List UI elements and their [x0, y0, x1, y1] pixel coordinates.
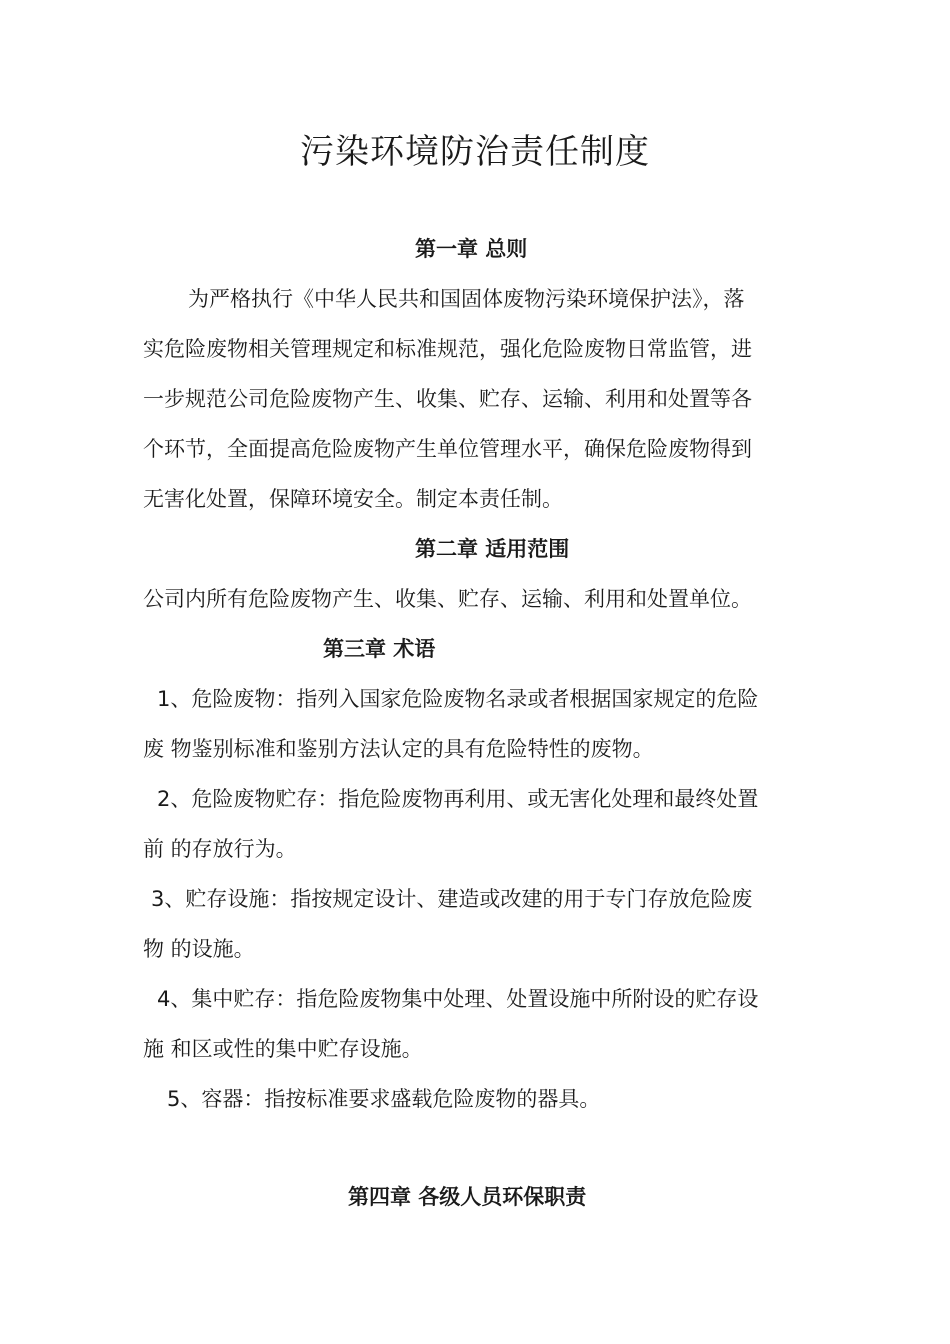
document-title: 污染环境防治责任制度 — [300, 132, 650, 172]
chapter-2-paragraph-line: 公司内所有危险废物产生、收集、贮存、运输、利用和处置单位。 — [143, 587, 752, 611]
term-3-line: 3、贮存设施：指按规定设计、建造或改建的用于专门存放危险废 — [151, 887, 753, 911]
chapter-1-paragraph-line: 实危险废物相关管理规定和标准规范，强化危险废物日常监管，进 — [143, 337, 752, 361]
chapter-3-heading: 第三章 术语 — [323, 637, 436, 661]
term-3-continuation: 物 的设施。 — [143, 937, 255, 961]
term-1-continuation: 废 物鉴别标准和鉴别方法认定的具有危险特性的废物。 — [143, 737, 654, 761]
chapter-1-heading: 第一章 总则 — [415, 237, 528, 261]
term-4-line: 4、集中贮存：指危险废物集中处理、处置设施中所附设的贮存设 — [157, 987, 759, 1011]
term-4-continuation: 施 和区或性的集中贮存设施。 — [143, 1037, 423, 1061]
chapter-4-heading: 第四章 各级人员环保职责 — [348, 1185, 587, 1209]
chapter-1-paragraph-line: 无害化处置，保障环境安全。制定本责任制。 — [143, 487, 563, 511]
chapter-2-heading: 第二章 适用范围 — [415, 537, 570, 561]
chapter-1-paragraph-line: 为严格执行《中华人民共和国固体废物污染环境保护法》，落 — [188, 287, 745, 311]
term-5-line: 5、容器：指按标准要求盛载危险废物的器具。 — [167, 1087, 601, 1111]
term-2-continuation: 前 的存放行为。 — [143, 837, 297, 861]
term-1-line: 1、危险废物：指列入国家危险废物名录或者根据国家规定的危险 — [157, 687, 759, 711]
chapter-1-paragraph-line: 一步规范公司危险废物产生、收集、贮存、运输、利用和处置等各 — [143, 387, 752, 411]
chapter-1-paragraph-line: 个环节，全面提高危险废物产生单位管理水平，确保危险废物得到 — [143, 437, 752, 461]
term-2-line: 2、危险废物贮存：指危险废物再利用、或无害化处理和最终处置 — [157, 787, 759, 811]
